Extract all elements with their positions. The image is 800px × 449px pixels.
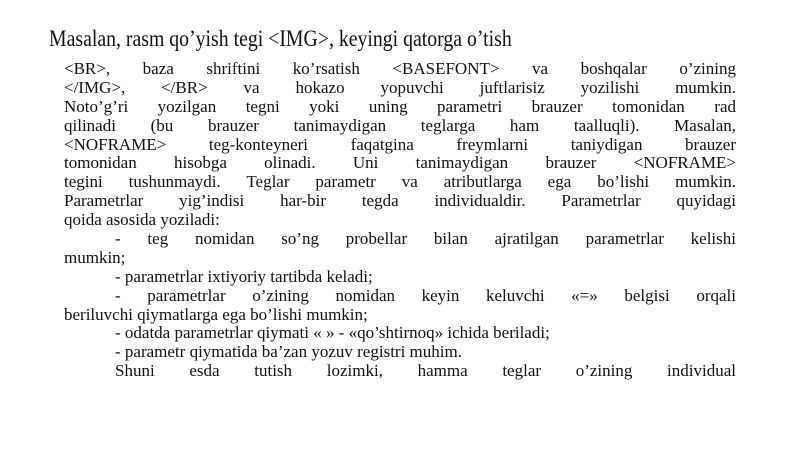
document-body (64, 60, 736, 381)
body-line: Parametrlar yig’indisi har-bir tegda individualdir. Parametrlar quyidagi (64, 191, 736, 211)
body-line: Noto’g’ri yozilgan tegni yoki uning parametri brauzer tomonidan rad (64, 96, 736, 116)
document-heading: Masalan, rasm qo’yish tegi <IMG>, keyingi qatorga o’tish (49, 26, 512, 51)
body-line: Shuni esda tutish lozimki, hamma teglar o’zining individual (115, 361, 736, 381)
list-item: - odatda parametrlar qiymati « » - «qo’shtirnoq» ichida beriladi; (115, 323, 550, 343)
list-item: - teg nomidan so’ng probellar bilan ajratilgan parametrlar kelishi (115, 229, 736, 249)
body-line: qilinadi (bu brauzer tanimaydigan teglarga ham taalluqli). Masalan, (64, 115, 736, 135)
body-line: <NOFRAME> teg-konteyneri faqatgina freymlarni taniydigan brauzer (64, 134, 736, 154)
body-line: <BR>, baza shriftini ko’rsatish <BASEFONT> va boshqalar o’zining (64, 59, 736, 78)
list-item: - parametr qiymatida ba’zan yozuv registri muhim. (115, 342, 462, 362)
body-line: </IMG>, </BR> va hokazo yopuvchi juftlarisiz yozilishi mumkin. (64, 77, 736, 97)
body-line: beriluvchi qiymatlarga ega bo’lishi mumkin; (64, 304, 368, 324)
body-line: qoida asosida yoziladi: (64, 210, 220, 230)
body-line: mumkin; (64, 247, 126, 267)
list-item: - parametrlar o’zining nomidan keyin keluvchi «=» belgisi orqali (115, 285, 736, 305)
body-line: tomonidan hisobga olinadi. Uni tanimaydigan brauzer <NOFRAME> (64, 153, 736, 173)
list-item: - parametrlar ixtiyoriy tartibda keladi; (115, 266, 373, 286)
body-line: tegini tushunmaydi. Teglar parametr va atributlarga ega bo’lishi mumkin. (64, 172, 736, 192)
